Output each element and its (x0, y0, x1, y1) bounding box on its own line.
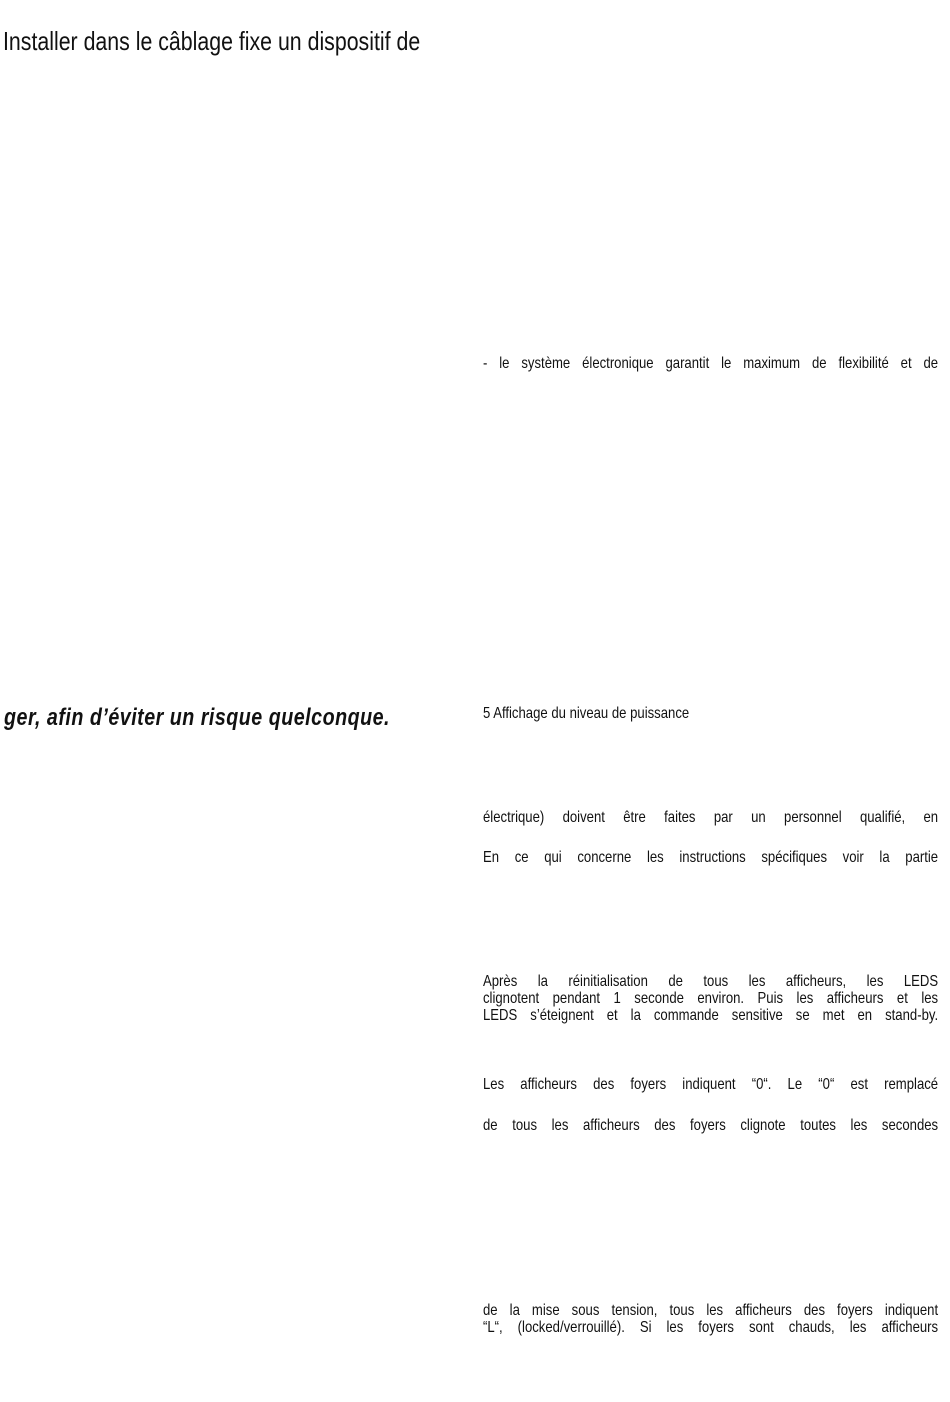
left-warning-text: ger, afin d’éviter un risque quelconque. (4, 704, 391, 731)
blink-line: de tous les afficheurs des foyers clignote toutes les secondes (483, 1117, 939, 1134)
power-on-paragraph-line: de la mise sous tension, tous les afficheurs des foyers indiquent (483, 1302, 939, 1319)
displays-line: Les afficheurs des foyers indiquent “0“. Le “0“ est remplacé (483, 1076, 939, 1093)
power-on-paragraph (483, 1302, 938, 1336)
reset-paragraph-line: Après la réinitialisation de tous les afficheurs, les LEDS (483, 973, 939, 990)
power-on-paragraph-line: “L“, (locked/verrouillé). Si les foyers sont chauds, les afficheurs (483, 1319, 939, 1336)
electronics-line: - le système électronique garantit le maximum de flexibilité et de (483, 355, 939, 372)
reset-paragraph-line: LEDS s’éteignent et la commande sensitive se met en stand-by. (483, 1007, 939, 1024)
left-heading: Installer dans le câblage fixe un dispositif de (3, 26, 421, 56)
reset-paragraph (483, 973, 938, 1024)
qualified-personnel-line: électrique) doivent être faites par un personnel qualifié, en (483, 809, 939, 826)
instructions-line: En ce qui concerne les instructions spécifiques voir la partie (483, 849, 939, 866)
reset-paragraph-line: clignotent pendant 1 seconde environ. Puis les afficheurs et les (483, 990, 939, 1007)
section-5-heading: 5 Affichage du niveau de puissance (483, 705, 690, 722)
